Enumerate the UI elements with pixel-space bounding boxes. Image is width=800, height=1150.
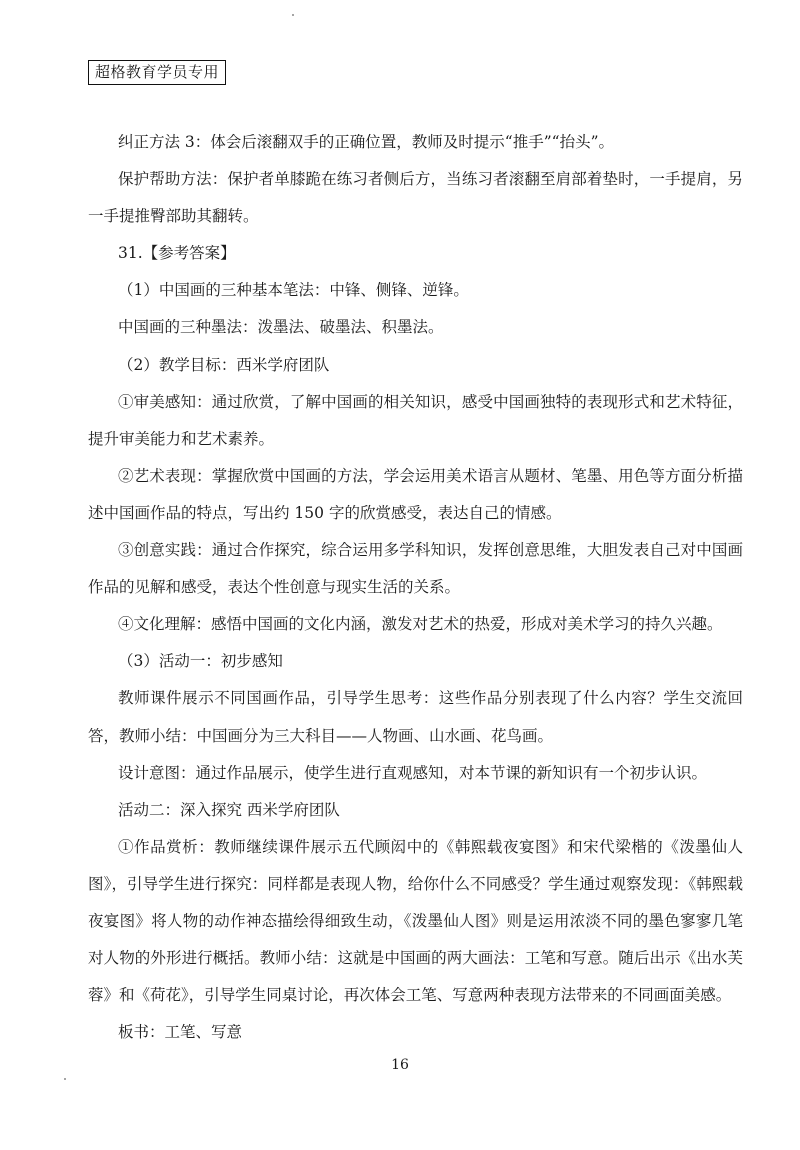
paragraph: ②艺术表现：掌握欣赏中国画的方法，学会运用美术语言从题材、笔墨、用色等方面分析描述中国画作品的特点，写出约 150 字的欣赏感受，表达自己的情感。 <box>88 466 743 522</box>
section-heading: （2）教学目标：西米学府团队 <box>118 355 330 374</box>
paragraph: ①作品赏析：教师继续课件展示五代顾闳中的《韩熙载夜宴图》和宋代梁楷的《泼墨仙人图》，引导学生进行探究：同样都是表现人物，给你什么不同感受？学生通过观察发现：《韩熙载夜宴图》将人物的动作神态描绘得细致生动，《泼墨仙人图》则是运用浓淡不同的墨色寥寥几笔对人物的外形进行概括。教师小结：这就是中国画的两大画法：工笔和写意。随后出示《出水芙蓉》和《荷花》，引导学生同桌讨论，再次体会工笔、写意两种表现方法带来的不同画面美感。 <box>88 837 743 1005</box>
paragraph: ④文化理解：感悟中国画的文化内涵，激发对艺术的热爱，形成对美术学习的持久兴趣。 <box>118 615 723 634</box>
paragraph: 教师课件展示不同国画作品，引导学生思考：这些作品分别表现了什么内容？学生交流回答，教师小结：中国画分为三大科目——人物画、山水画、花鸟画。 <box>88 689 743 745</box>
paragraph: ①审美感知：通过欣赏，了解中国画的相关知识，感受中国画独特的表现形式和艺术特征，提升审美能力和艺术素养。 <box>88 392 743 448</box>
header-label-box <box>88 60 226 85</box>
header-label: 超格教育学员专用 <box>95 63 220 81</box>
paragraph: 纠正方法 3：体会后滚翻双手的正确位置，教师及时提示“推手”“抬头”。 <box>118 133 614 151</box>
scan-speck <box>64 1078 66 1080</box>
paragraph: 板书：工笔、写意 <box>118 1023 243 1042</box>
section-heading: 活动二：深入探究 西米学府团队 <box>118 800 340 819</box>
page-number: 16 <box>391 1057 409 1073</box>
body-content <box>88 124 743 1051</box>
paragraph: ③创意实践：通过合作探究，综合运用多学科知识，发挥创意思维，大胆发表自己对中国画作品的见解和感受，表达个性创意与现实生活的关系。 <box>88 541 743 597</box>
answer-heading: 31.【参考答案】 <box>118 244 236 263</box>
scan-speck <box>292 14 294 16</box>
paragraph: 中国画的三种墨法：泼墨法、破墨法、积墨法。 <box>118 318 444 337</box>
section-heading: （3）活动一：初步感知 <box>118 652 283 671</box>
paragraph: 保护帮助方法：保护者单膝跪在练习者侧后方，当练习者滚翻至肩部着垫时，一手提肩，另一手提推臀部助其翻转。 <box>88 170 743 226</box>
paragraph: 设计意图：通过作品展示，使学生进行直观感知，对本节课的新知识有一个初步认识。 <box>118 763 708 782</box>
paragraph: （1）中国画的三种基本笔法：中锋、侧锋、逆锋。 <box>118 281 469 300</box>
